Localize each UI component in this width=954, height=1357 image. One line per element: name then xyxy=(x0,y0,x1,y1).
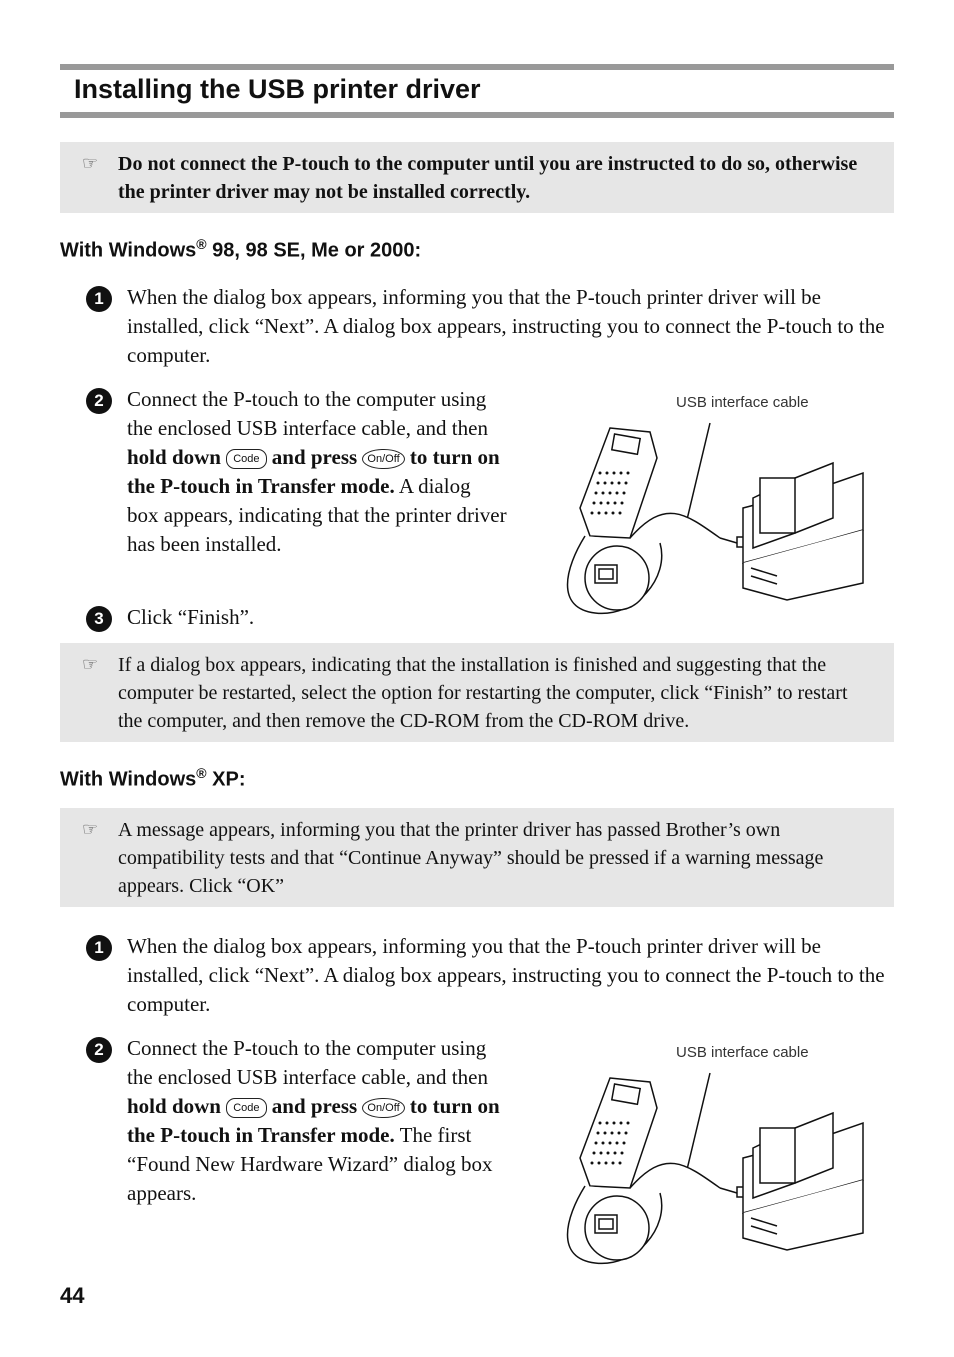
step-number: 2 xyxy=(86,1037,112,1063)
warning-note-text: Do not connect the P-touch to the computer until you are instructed to do so, otherwise the printer driver may not be installed correctly. xyxy=(118,153,858,203)
page-number: 44 xyxy=(60,1283,85,1308)
pointing-hand-icon: ☞ xyxy=(82,153,99,174)
heading-windows-xp: With Windows® XP: xyxy=(60,765,246,791)
cable-label: USB interface cable xyxy=(676,394,809,411)
heading-windows-98: With Windows® 98, 98 SE, Me or 2000: xyxy=(60,236,422,262)
pointing-hand-icon: ☞ xyxy=(82,819,99,840)
usb-connection-illustration xyxy=(555,418,875,618)
code-key-icon: Code xyxy=(226,449,266,469)
code-key-icon: Code xyxy=(226,1098,266,1118)
page-title: Installing the USB printer driver xyxy=(74,74,481,104)
step-text: Connect the P-touch to the computer using the enclosed USB interface cable, and then hold down Code and press On/Off to turn on the P-touch in Transfer mode. A dialog box appears, indicating that the printer driver has been installed. xyxy=(127,387,507,556)
step-text: Click “Finish”. xyxy=(127,605,255,629)
xp-note-text: A message appears, informing you that the printer driver has passed Brother’s own compatibility tests and that “Continue Anyway” should be pressed if a warning message appears. Click “OK” xyxy=(118,819,824,897)
xp-note xyxy=(60,808,894,907)
section-title-bar xyxy=(60,64,894,118)
step-text: When the dialog box appears, informing you that the P-touch printer driver will be installed, click “Next”. A dialog box appears, instructing you to connect the P-touch to the computer. xyxy=(127,285,885,367)
warning-note xyxy=(60,142,894,213)
onoff-key-icon: On/Off xyxy=(362,1098,404,1118)
onoff-key-icon: On/Off xyxy=(362,449,404,469)
step-text: When the dialog box appears, informing you that the P-touch printer driver will be installed, click “Next”. A dialog box appears, instructing you to connect the P-touch to the computer. xyxy=(127,934,885,1016)
step-number: 1 xyxy=(86,935,112,961)
restart-note-text: If a dialog box appears, indicating that the installation is finished and suggesting that the computer be restarted, select the option for restarting the computer, click “Finish” to restart the computer, and then remove the CD-ROM from the CD-ROM drive. xyxy=(118,654,848,732)
step-number: 2 xyxy=(86,388,112,414)
step-text: Connect the P-touch to the computer using the enclosed USB interface cable, and then hold down Code and press On/Off to turn on the P-touch in Transfer mode. The first “Found New Hardware Wizard” dialog box appears. xyxy=(127,1036,500,1205)
cable-label: USB interface cable xyxy=(676,1044,809,1061)
step-number: 1 xyxy=(86,286,112,312)
restart-note xyxy=(60,643,894,742)
pointing-hand-icon: ☞ xyxy=(82,654,99,675)
usb-connection-illustration xyxy=(555,1068,875,1268)
step-number: 3 xyxy=(86,606,112,632)
